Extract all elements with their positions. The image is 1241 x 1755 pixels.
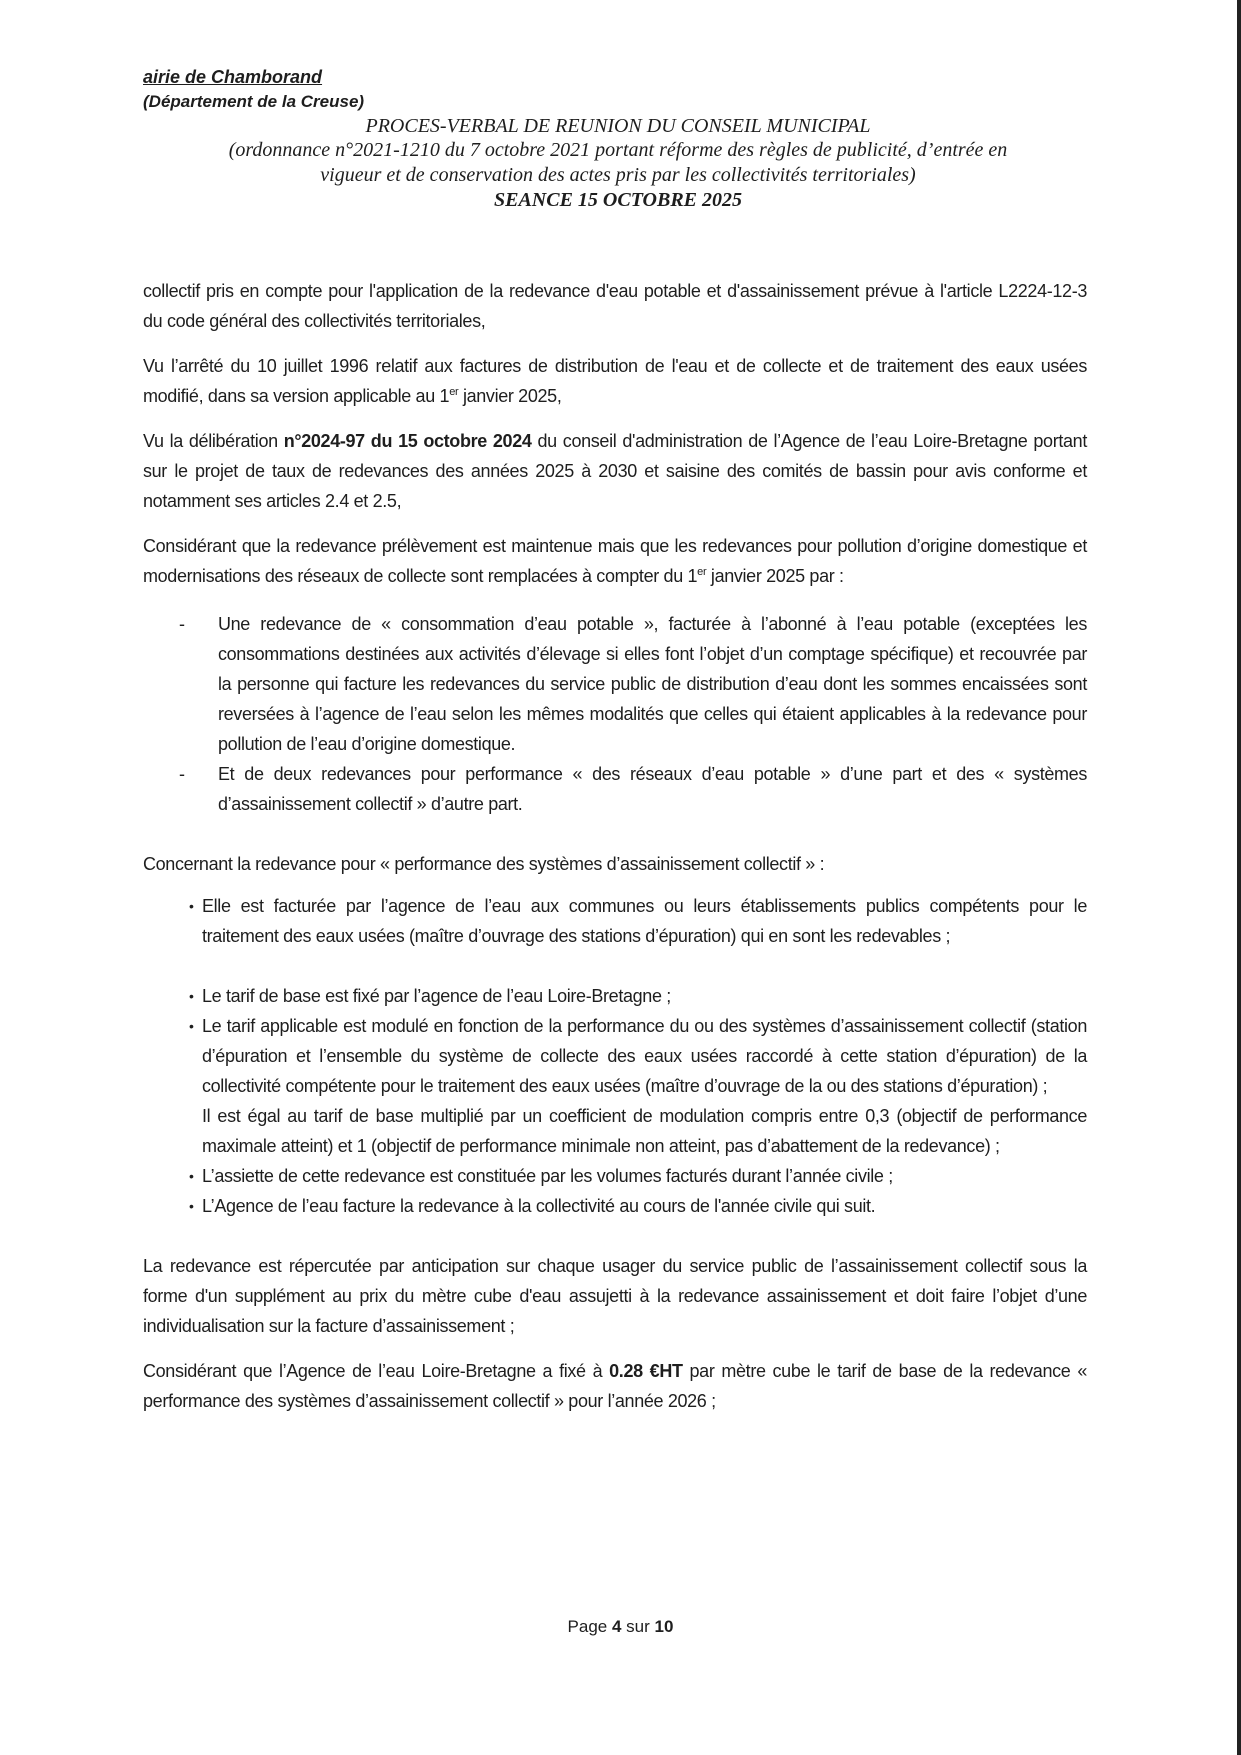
paragraph-deliberation-2024-97: Vu la délibération n°2024-97 du 15 octobre 2024 du conseil d'administration de l’Agence de l’eau Loire-Bretagne portant sur le projet de taux de redevances des années 2025 à 2030 et saisine des comités de bassin pour avis conforme et notamment ses articles 2.4 et 2.5, [143,431,1087,511]
list-item: • Le tarif de base est fixé par l’agence de l’eau Loire-Bretagne ; [143,981,1087,1011]
bullet-icon: • [189,1168,194,1184]
page-current: 4 [611,1617,622,1636]
ordonnance-line-2: vigueur et de conservation des actes pris par les collectivités territoriales) [320,164,916,186]
tarif-base-value: 0.28 €HT [609,1361,683,1381]
bullet-icon: • [189,898,194,914]
paragraph-repercussion-usager: La redevance est répercutée par anticipation sur chaque usager du service public de l’assainissement collectif sous la forme d'un supplément au prix du mètre cube d'eau assujetti à la redevance assainissement et doit faire l’objet d’une individualisation sur la facture d’assainissement ; [143,1256,1087,1336]
list-item: • L’Agence de l’eau facture la redevance à la collectivité au cours de l'année civile qui suit. [143,1191,1087,1221]
paragraph-arrete-1996: Vu l’arrêté du 10 juillet 1996 relatif aux factures de distribution de l'eau et de collecte et de traitement des eaux usées modifié, dans sa version applicable au 1er janvier 2025, [143,356,1087,406]
bullet-icon: • [189,1198,194,1214]
seance-date: SEANCE 15 OCTOBRE 2025 [493,189,743,211]
scan-page-edge [1237,0,1241,1755]
paragraph-considerant-prelevement: Considérant que la redevance prélèvement est maintenue mais que les redevances pour pollution d’origine domestique et modernisations des réseaux de collecte sont remplacées à compter du 1er janvier 2025 par : [143,536,1087,586]
bullet-icon: • [189,988,194,1004]
paragraph-concernant-redevance: Concernant la redevance pour « performance des systèmes d’assainissement collectif » : [143,854,825,874]
departement-name: (Département de la Creuse) [143,92,365,111]
document-title: PROCES-VERBAL DE REUNION DU CONSEIL MUNICIPAL [365,115,871,137]
list-item: - Et de deux redevances pour performance « des réseaux d’eau potable » d’une part et des « systèmes d’assainissement collectif » d’autre part. [143,759,1087,819]
deliberation-reference: n°2024-97 du 15 octobre 2024 [283,431,532,451]
performance-bullet-list [143,891,1087,1221]
page-total: 10 [654,1617,674,1636]
modulation-coefficient-text: Il est égal au tarif de base multiplié par un coefficient de modulation compris entre 0,3 (objectif de performance maximale atteint) et 1 (objectif de performance minimale non atteint, pas d’abattement de la redevance) ; [202,1106,1087,1156]
page-number: Page 4 sur 10 [567,1617,674,1636]
bullet-icon: • [189,1018,194,1034]
list-item: • L’assiette de cette redevance est constituée par les volumes facturés durant l’année civile ; [143,1161,1087,1191]
ordonnance-line-1: (ordonnance n°2021-1210 du 7 octobre 2021 portant réforme des règles de publicité, d’entrée en [228,139,1008,161]
paragraph-tarif-base-2026: Considérant que l’Agence de l’eau Loire-Bretagne a fixé à 0.28 €HT par mètre cube le tarif de base de la redevance « performance des systèmes d’assainissement collectif » pour l’année 2026 ; [143,1361,1087,1411]
list-item: - Une redevance de « consommation d’eau potable », facturée à l’abonné à l’eau potable (exceptées les consommations destinées aux activités d’élevage si elles font l’objet d’un comptage spécifique) et recouvrée par la personne qui facture les redevances du service public de distribution d’eau dont les sommes encaissées sont reversées à l’agence de l’eau selon les mêmes modalités que celles qui étaient applicables à la redevance pour pollution de l’eau d’origine domestique. [143,609,1087,759]
dash-bullet-icon: - [179,764,185,784]
mairie-name: airie de Chamborand [143,67,323,87]
list-item: • Le tarif applicable est modulé en fonction de la performance du ou des systèmes d’assainissement collectif (station d’épuration et l’ensemble du système de collecte des eaux usées raccordé à cette station d’épuration) de la collectivité compétente pour le traitement des eaux usées (maître d’ouvrage de la ou des stations d’épuration) ; Il est égal au tarif de base multiplié par un coefficient de modulation compris entre 0,3 (objectif de performance maximale atteint) et 1 (objectif de performance minimale non atteint, pas d’abattement de la redevance) ; [143,1011,1087,1161]
dash-bullet-icon: - [179,614,185,634]
list-item: • Elle est facturée par l’agence de l’eau aux communes ou leurs établissements publics compétents pour le traitement des eaux usées (maître d’ouvrage des stations d’épuration) qui en sont les redevables ; [143,891,1087,951]
paragraph-code-general: collectif pris en compte pour l'application de la redevance d'eau potable et d'assainissement prévue à l'article L2224-12-3 du code général des collectivités territoriales, [143,281,1087,331]
redevances-dash-list [143,609,1087,819]
document-header [143,64,1103,212]
document-body [143,276,1087,1431]
